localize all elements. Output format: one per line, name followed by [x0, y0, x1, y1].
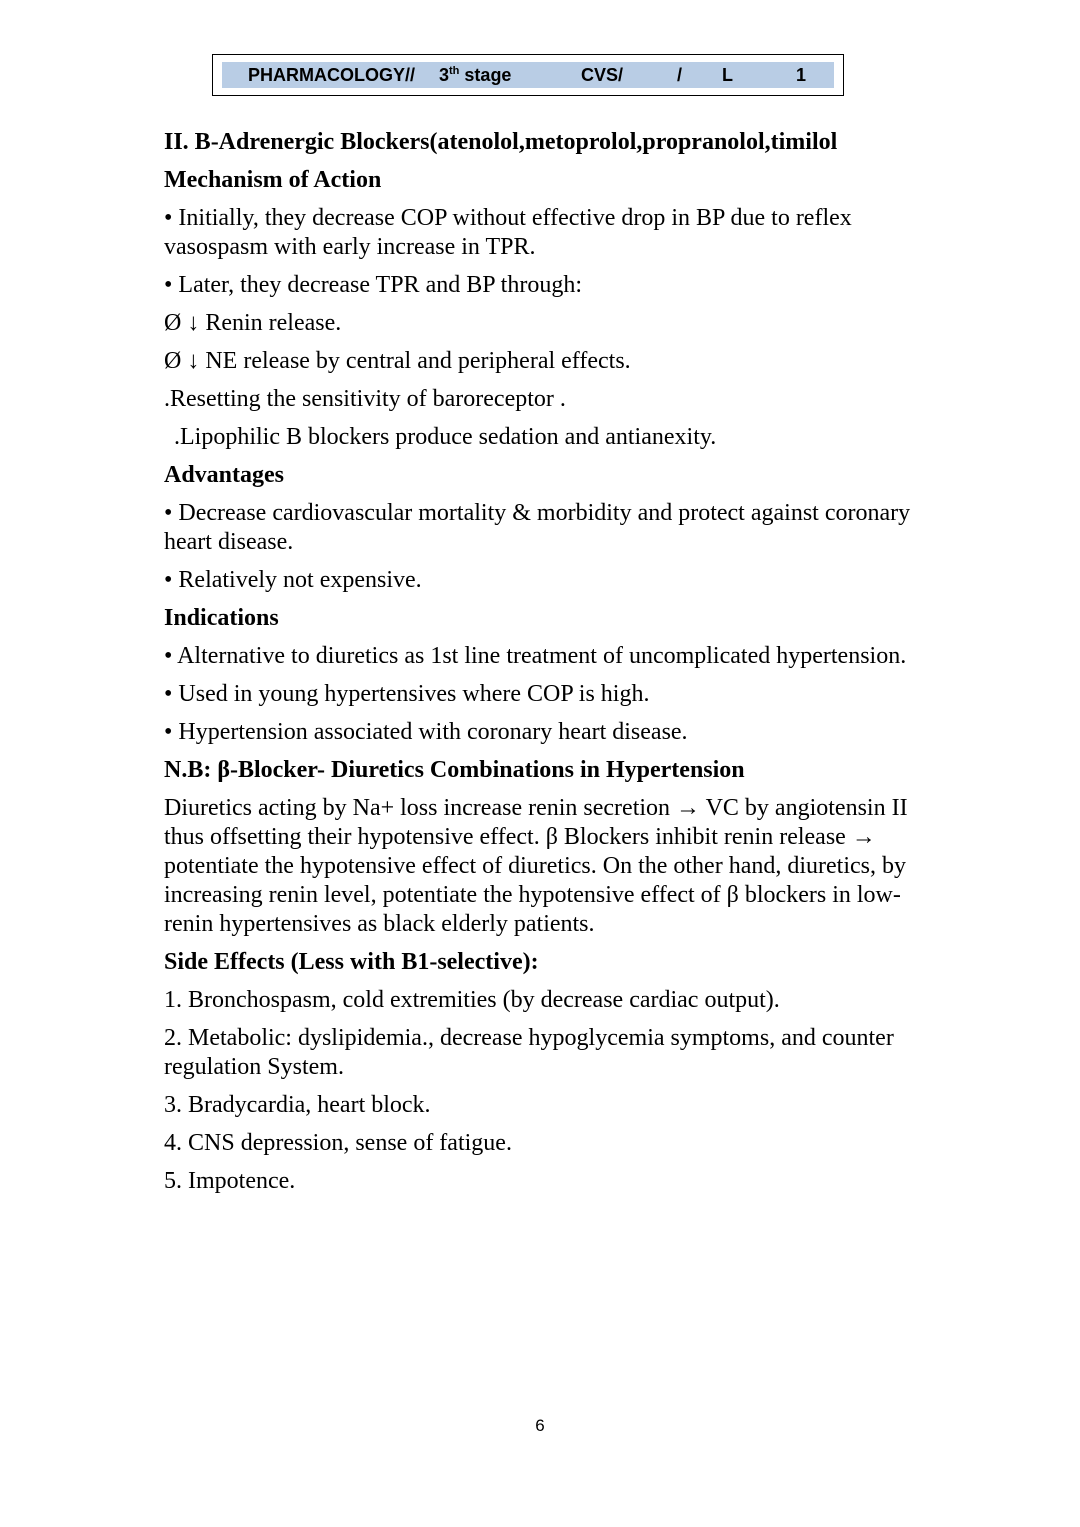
indications-item: • Used in young hypertensives where COP is high.	[164, 681, 650, 707]
header-lecture-number: 1	[796, 65, 807, 85]
indications-item: • Alternative to diuretics as 1st line treatment of uncomplicated hypertension.	[164, 643, 907, 669]
side-effects-item: 5. Impotence.	[164, 1168, 296, 1194]
header-subject: PHARMACOLOGY//	[248, 65, 416, 85]
mechanism-item: • Initially, they decrease COP without effective drop in BP due to reflex vasospasm with early increase in TPR.	[164, 205, 852, 260]
advantages-item: • Decrease cardiovascular mortality & morbidity and protect against coronary heart disease.	[164, 500, 911, 555]
side-effects-item: 1. Bronchospasm, cold extremities (by decrease cardiac output).	[164, 987, 780, 1013]
advantages-heading: Advantages	[164, 462, 285, 488]
header-system: CVS/	[581, 65, 624, 85]
nb-heading: N.B: β-Blocker- Diuretics Combinations in Hypertension	[164, 757, 745, 783]
nb-text: Diuretics acting by Na+ loss increase renin secretion → VC by angiotensin II thus offsetting their hypotensive effect. β Blockers inhibit renin release → potentiate the hypotensive effect of diuretics. On the other hand, diuretics, by increasing renin level, potentiate the hypotensive effect of β blockers in low-renin hypertensives as black elderly patients.	[164, 795, 908, 937]
mechanism-item: Ø ↓ NE release by central and peripheral effects.	[164, 348, 631, 374]
page-header	[212, 54, 844, 96]
mechanism-item: .Resetting the sensitivity of baroreceptor .	[164, 386, 566, 412]
page-number: 6	[535, 1416, 545, 1435]
header-stage: 3th stage	[439, 65, 512, 85]
indications-heading: Indications	[164, 605, 279, 631]
indications-item: • Hypertension associated with coronary heart disease.	[164, 719, 688, 745]
mechanism-heading: Mechanism of Action	[164, 167, 382, 193]
header-slash: /	[677, 65, 683, 85]
header-lecture-letter: L	[722, 65, 733, 85]
side-effects-heading: Side Effects (Less with B1-selective):	[164, 949, 539, 975]
mechanism-item: Ø ↓ Renin release.	[164, 310, 342, 336]
section-title: II. B-Adrenergic Blockers(atenolol,metoprolol,propranolol,timilol	[164, 129, 838, 155]
mechanism-item: .Lipophilic B blockers produce sedation and antianexity.	[174, 424, 717, 450]
side-effects-item: 2. Metabolic: dyslipidemia., decrease hypoglycemia symptoms, and counter regulation System.	[164, 1025, 894, 1080]
advantages-item: • Relatively not expensive.	[164, 567, 422, 593]
side-effects-item: 3. Bradycardia, heart block.	[164, 1092, 431, 1118]
side-effects-item: 4. CNS depression, sense of fatigue.	[164, 1130, 512, 1156]
mechanism-item: • Later, they decrease TPR and BP through:	[164, 272, 583, 298]
page-content	[164, 128, 934, 1205]
header-band	[222, 62, 834, 88]
